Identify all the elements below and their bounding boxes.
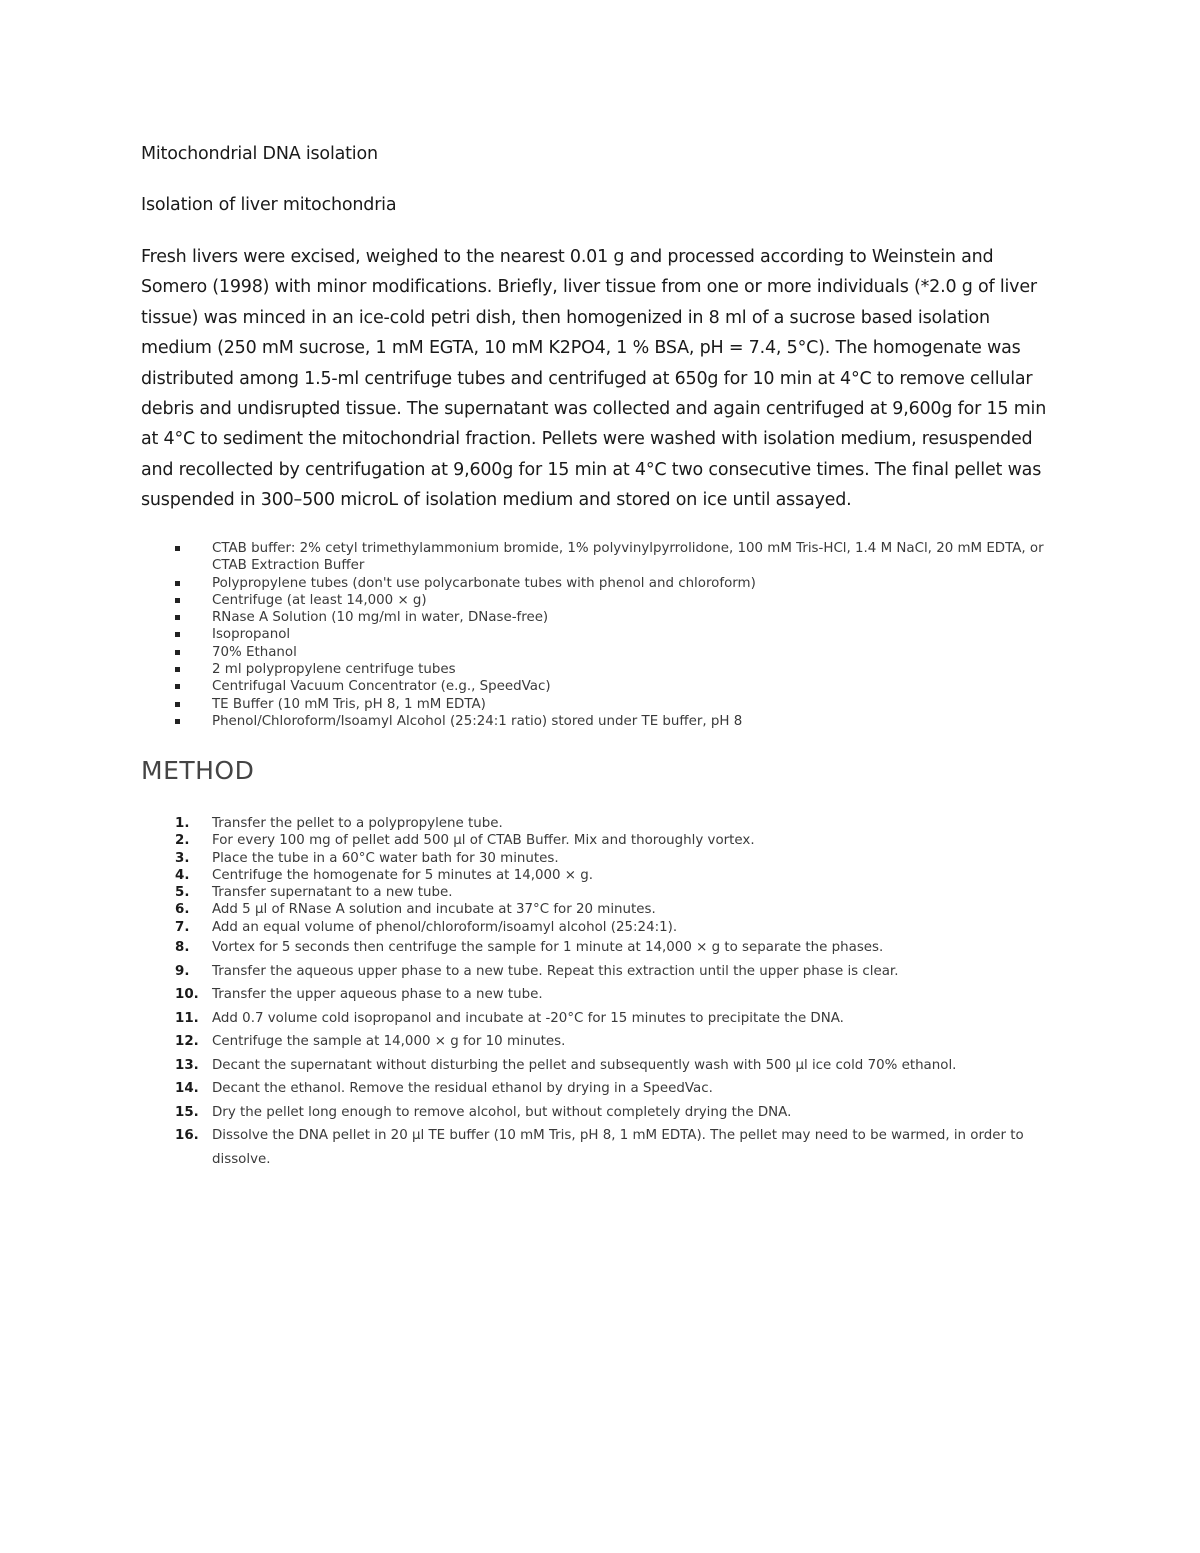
list-item <box>141 661 1071 678</box>
method-step <box>141 815 1066 832</box>
bullet-icon <box>175 615 180 620</box>
bullet-icon <box>175 719 180 724</box>
method-step <box>141 919 1066 936</box>
list-item-text: Centrifuge (at least 14,000 × g) <box>212 592 427 608</box>
intro-paragraph: Fresh livers were excised, weighed to the nearest 0.01 g and processed according to Weinstein and Somero (1998) with minor modifications. Briefly, liver tissue from one or more individuals (*2.0 g of liver tissue) was minced in an ice-cold petri dish, then homogenized in 8 ml of a sucrose based isolation medium (250 mM sucrose, 1 mM EGTA, 10 mM K2PO4, 1 % BSA, pH = 7.4, 5°C). The homogenate was distributed among 1.5-ml centrifuge tubes and centrifuged at 650g for 10 min at 4°C to remove cellular debris and undisrupted tissue. The supernatant was collected and again centrifuged at 9,600g for 15 min at 4°C to sediment the mitochondrial fraction. Pellets were washed with isolation medium, resuspended and recollected by centrifugation at 9,600g for 15 min at 4°C two consecutive times. The final pellet was suspended in 300–500 microL of isolation medium and stored on ice until assayed. <box>141 247 1047 511</box>
list-item-text: 2 ml polypropylene centrifuge tubes <box>212 662 456 678</box>
bullet-icon <box>175 702 180 707</box>
step-text: Dissolve the DNA pellet in 20 µl TE buffer (10 mM Tris, pH 8, 1 mM EDTA). The pellet may need to be warmed, in order to dissolve. <box>212 1128 1024 1167</box>
method-step <box>141 960 1066 984</box>
method-step <box>141 1077 1066 1101</box>
method-step <box>141 832 1066 849</box>
step-text: Add 5 µl of RNase A solution and incubate at 37°C for 20 minutes. <box>212 902 656 918</box>
step-text: Transfer the aqueous upper phase to a new tube. Repeat this extraction until the upper phase is clear. <box>212 963 899 979</box>
step-number: 15. <box>175 1104 199 1120</box>
list-item-text: Phenol/Chloroform/Isoamyl Alcohol (25:24:1 ratio) stored under TE buffer, pH 8 <box>212 713 743 729</box>
step-text: Decant the ethanol. Remove the residual ethanol by drying in a SpeedVac. <box>212 1081 713 1097</box>
materials-list <box>141 540 1071 730</box>
step-text: For every 100 mg of pellet add 500 µl of CTAB Buffer. Mix and thoroughly vortex. <box>212 833 755 849</box>
step-number: 2. <box>175 833 190 849</box>
method-heading: METHOD <box>141 756 255 785</box>
bullet-icon <box>175 546 180 551</box>
bullet-icon <box>175 581 180 586</box>
bullet-icon <box>175 650 180 655</box>
list-item <box>141 713 1071 730</box>
list-item <box>141 609 1071 626</box>
list-item <box>141 540 1071 575</box>
step-number: 16. <box>175 1128 199 1144</box>
list-item-text: RNase A Solution (10 mg/ml in water, DNase-free) <box>212 610 549 626</box>
bullet-icon <box>175 667 180 672</box>
list-item <box>141 626 1071 643</box>
step-text: Place the tube in a 60°C water bath for 30 minutes. <box>212 850 559 866</box>
method-step <box>141 850 1066 867</box>
list-item <box>141 592 1071 609</box>
list-item-text: TE Buffer (10 mM Tris, pH 8, 1 mM EDTA) <box>212 696 486 712</box>
step-text: Transfer the pellet to a polypropylene tube. <box>212 816 503 831</box>
step-number: 13. <box>175 1057 199 1073</box>
step-number: 12. <box>175 1034 199 1050</box>
method-step <box>141 936 1066 960</box>
method-step <box>141 901 1066 918</box>
step-number: 10. <box>175 987 199 1003</box>
method-step <box>141 983 1066 1007</box>
step-number: 3. <box>175 850 190 866</box>
method-step <box>141 1101 1066 1125</box>
bullet-icon <box>175 598 180 603</box>
bullet-icon <box>175 632 180 637</box>
list-item <box>141 575 1071 592</box>
step-text: Transfer supernatant to a new tube. <box>212 885 453 901</box>
step-number: 1. <box>175 816 190 831</box>
list-item-text: 70% Ethanol <box>212 644 297 660</box>
method-step <box>141 1124 1066 1171</box>
step-text: Add 0.7 volume cold isopropanol and incubate at -20°C for 15 minutes to precipitate the DNA. <box>212 1010 844 1026</box>
method-step <box>141 884 1066 901</box>
method-steps-list <box>141 815 1066 1171</box>
list-item <box>141 644 1071 661</box>
bullet-icon <box>175 684 180 689</box>
step-text: Decant the supernatant without disturbing the pellet and subsequently wash with 500 µl ice cold 70% ethanol. <box>212 1057 957 1073</box>
method-step <box>141 867 1066 884</box>
step-text: Dry the pellet long enough to remove alcohol, but without completely drying the DNA. <box>212 1104 792 1120</box>
step-text: Centrifuge the homogenate for 5 minutes at 14,000 × g. <box>212 867 594 883</box>
method-step <box>141 1054 1066 1078</box>
list-item-text: CTAB buffer: 2% cetyl trimethylammonium bromide, 1% polyvinylpyrrolidone, 100 mM Tris-HCl, 1.4 M NaCl, 20 mM EDTA, or CTAB Extraction Buffer <box>212 541 1044 574</box>
step-number: 8. <box>175 940 190 956</box>
step-text: Transfer the upper aqueous phase to a new tube. <box>212 987 543 1003</box>
method-step <box>141 1007 1066 1031</box>
list-item-text: Isopropanol <box>212 627 291 643</box>
document-title: Mitochondrial DNA isolation <box>141 144 378 164</box>
list-item <box>141 678 1071 695</box>
step-number: 11. <box>175 1010 199 1026</box>
step-number: 6. <box>175 902 190 918</box>
step-number: 14. <box>175 1081 199 1097</box>
section-subtitle: Isolation of liver mitochondria <box>141 195 397 215</box>
method-step <box>141 1030 1066 1054</box>
step-text: Add an equal volume of phenol/chloroform/isoamyl alcohol (25:24:1). <box>212 919 678 935</box>
list-item-text: Polypropylene tubes (don't use polycarbonate tubes with phenol and chloroform) <box>212 575 756 591</box>
step-number: 4. <box>175 867 190 883</box>
step-number: 7. <box>175 919 190 935</box>
step-number: 9. <box>175 963 190 979</box>
step-number: 5. <box>175 885 190 901</box>
list-item <box>141 696 1071 713</box>
list-item-text: Centrifugal Vacuum Concentrator (e.g., SpeedVac) <box>212 679 551 695</box>
step-text: Centrifuge the sample at 14,000 × g for 10 minutes. <box>212 1034 566 1050</box>
step-text: Vortex for 5 seconds then centrifuge the sample for 1 minute at 14,000 × g to separate the phases. <box>212 940 884 956</box>
